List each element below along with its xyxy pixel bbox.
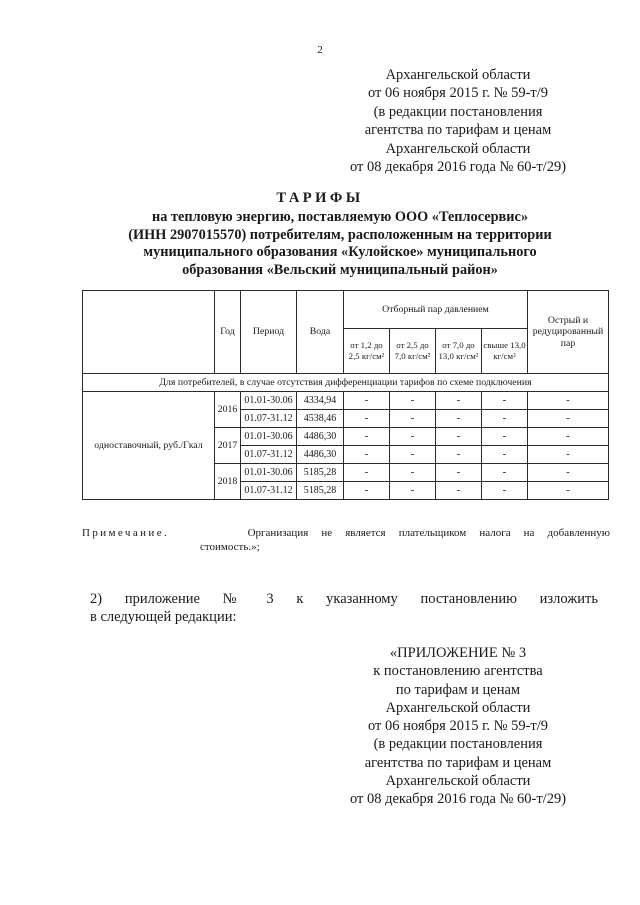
header-reference-top [330,66,586,176]
pressure-3-cell: - [436,428,482,446]
water-cell: 4486,30 [297,446,344,464]
page-number: 2 [317,44,323,56]
pressure-3-cell: - [436,446,482,464]
pressure-4-cell: - [482,428,528,446]
water-cell: 5185,28 [297,482,344,500]
pressure-3-cell: - [436,464,482,482]
period-cell: 01.07-31.12 [241,410,297,428]
period-cell: 01.07-31.12 [241,446,297,464]
header-bottom-line: Архангельской области [385,699,531,716]
subtitle-line: образования «Вельский муниципальный район» [182,261,498,278]
document-title: ТАРИФЫ [276,190,364,206]
pressure-1-cell: - [344,428,390,446]
header-pressure-4: свыше 13,0 кг/см² [482,329,528,374]
subtitle-line: на тепловую энергию, поставляемую ООО «Теплосервис» [152,209,528,225]
pressure-1-cell: - [344,392,390,410]
water-cell: 4538,46 [297,410,344,428]
note-line-2: стоимость.»; [200,541,260,553]
header-reference-bottom [330,644,586,809]
tariff-label: одноставочный, руб./Гкал [83,392,215,500]
sharp-steam-cell: - [528,410,609,428]
year-cell: 2018 [215,464,241,500]
year-cell: 2017 [215,428,241,464]
header-period: Период [241,291,297,374]
subtitle-line: муниципального образования «Кулойское» муниципального [143,244,537,260]
pressure-1-cell: - [344,482,390,500]
period-cell: 01.01-30.06 [241,464,297,482]
paragraph-line-2: в следующей редакции: [90,609,237,625]
sharp-steam-cell: - [528,392,609,410]
subtitle-line: (ИНН 2907015570) потребителям, расположенным на территории [128,226,552,243]
header-bottom-line: к постановлению агентства [373,663,543,680]
header-bottom-line: Архангельской области [385,773,531,790]
sharp-steam-cell: - [528,482,609,500]
pressure-1-cell: - [344,464,390,482]
pressure-4-cell: - [482,392,528,410]
pressure-2-cell: - [390,410,436,428]
note-label: Примечание. [82,527,170,539]
header-top-line: Архангельской области [385,140,531,157]
pressure-2-cell: - [390,446,436,464]
header-top-line: (в редакции постановления [373,103,543,120]
period-cell: 01.01-30.06 [241,392,297,410]
tariff-table [82,290,609,500]
period-cell: 01.07-31.12 [241,482,297,500]
pressure-1-cell: - [344,410,390,428]
pressure-3-cell: - [436,410,482,428]
year-cell: 2016 [215,392,241,428]
header-bottom-line: агентства по тарифам и ценам [364,754,552,771]
header-pressure-2: от 2,5 до 7,0 кг/см² [390,329,436,374]
pressure-2-cell: - [390,392,436,410]
pressure-2-cell: - [390,428,436,446]
header-bottom-line: по тарифам и ценам [395,681,521,698]
pressure-4-cell: - [482,482,528,500]
sharp-steam-cell: - [528,464,609,482]
pressure-3-cell: - [436,392,482,410]
header-steam-group: Отборный пар давлением [344,291,528,329]
pressure-4-cell: - [482,464,528,482]
pressure-1-cell: - [344,446,390,464]
document-subtitle [95,209,585,279]
note-text: Организация не является плательщиком налога на добавленную [247,527,610,539]
header-top-line: от 08 декабря 2016 года № 60-т/29) [349,159,567,176]
header-bottom-line: от 08 декабря 2016 года № 60-т/29) [349,791,567,808]
pressure-3-cell: - [436,482,482,500]
header-bottom-line: «ПРИЛОЖЕНИЕ № 3 [389,645,527,661]
pressure-4-cell: - [482,410,528,428]
note-line-1 [82,526,610,540]
water-cell: 4334,94 [297,392,344,410]
paragraph-line-1: 2) приложение № 3 к указанному постановлению изложить [90,591,598,607]
header-year: Год [215,291,241,374]
sharp-steam-cell: - [528,428,609,446]
header-top-line: Архангельской области [385,67,531,83]
header-empty-cell [83,291,215,374]
pressure-4-cell: - [482,446,528,464]
water-cell: 4486,30 [297,428,344,446]
period-cell: 01.01-30.06 [241,428,297,446]
section-row: Для потребителей, в случае отсутствия дифференциации тарифов по схеме подключения [83,374,609,392]
header-top-line: агентства по тарифам и ценам [364,122,552,139]
header-water: Вода [297,291,344,374]
sharp-steam-cell: - [528,446,609,464]
pressure-2-cell: - [390,482,436,500]
header-top-line: от 06 ноября 2015 г. № 59-т/9 [367,85,549,102]
header-pressure-1: от 1,2 до 2,5 кг/см² [344,329,390,374]
header-pressure-3: от 7,0 до 13,0 кг/см² [436,329,482,374]
header-bottom-line: (в редакции постановления [373,736,543,753]
header-sharp-steam: Острый и редуцированный пар [528,291,609,374]
pressure-2-cell: - [390,464,436,482]
header-bottom-line: от 06 ноября 2015 г. № 59-т/9 [367,718,549,735]
water-cell: 5185,28 [297,464,344,482]
